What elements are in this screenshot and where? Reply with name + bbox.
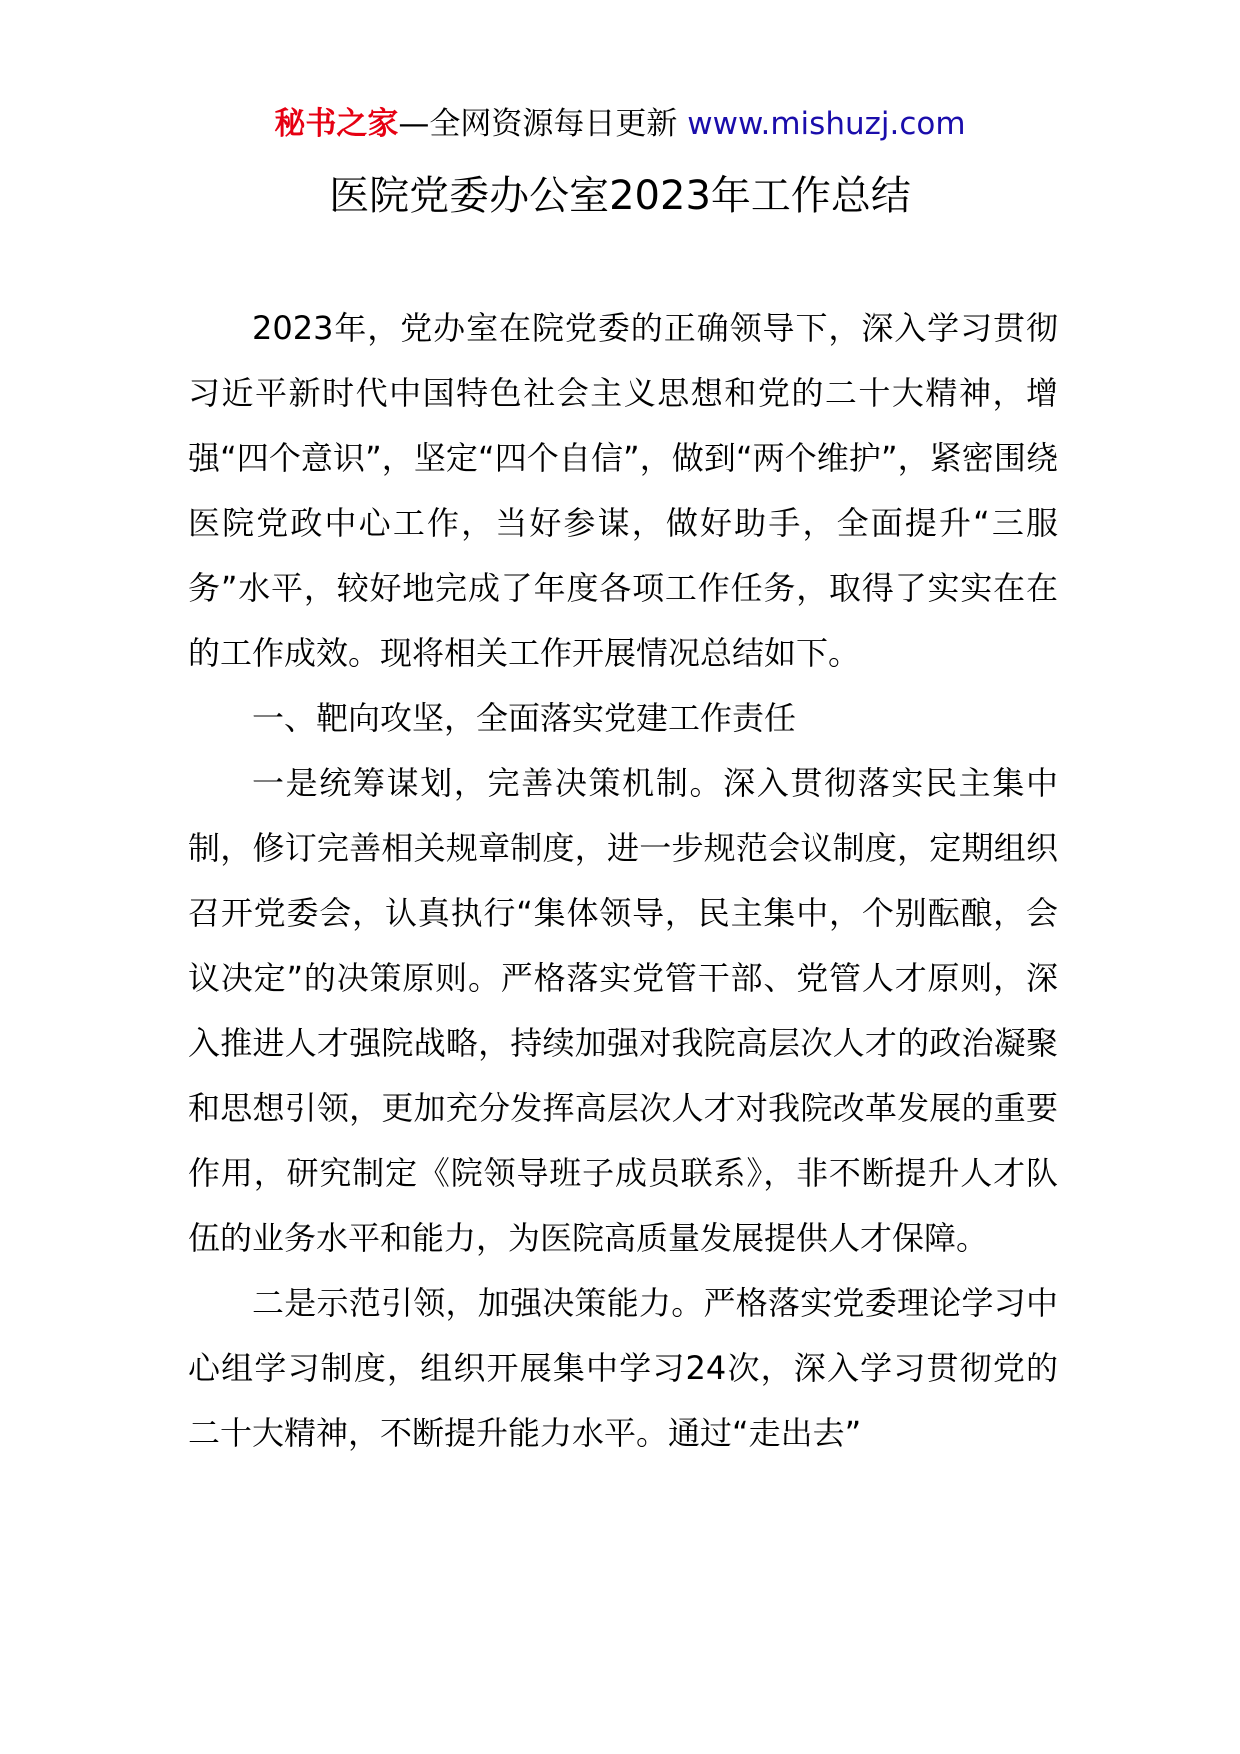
site-slogan: —全网资源每日更新 <box>398 106 678 142</box>
document-body <box>188 296 1058 1466</box>
site-url-link[interactable]: www.mishuzj.com <box>687 106 966 142</box>
site-header <box>0 104 1240 144</box>
section-heading: 一、靶向攻坚，全面落实党建工作责任 <box>252 699 797 737</box>
intro-paragraph: 2023年，党办室在院党委的正确领导下，深入学习贯彻习近平新时代中国特色社会主义思想和党的二十大精神，增强“四个意识”，坚定“四个自信”，做到“两个维护”，紧密围绕医院党政中心工作，当好参谋，做好助手，全面提升“三服务”水平，较好地完成了年度各项工作任务，取得了实实在在的工作成效。现将相关工作开展情况总结如下。 <box>188 309 1058 672</box>
body-paragraph: 一是统筹谋划，完善决策机制。深入贯彻落实民主集中制，修订完善相关规章制度，进一步规范会议制度，定期组织召开党委会，认真执行“集体领导，民主集中，个别酝酿，会议决定”的决策原则。严格落实党管干部、党管人才原则，深入推进人才强院战略，持续加强对我院高层次人才的政治凝聚和思想引领，更加充分发挥高层次人才对我院改革发展的重要作用，研究制定《院领导班子成员联系》，非不断提升人才队伍的业务水平和能力，为医院高质量发展提供人才保障。 <box>188 764 1058 1257</box>
body-paragraph: 二是示范引领，加强决策能力。严格落实党委理论学习中心组学习制度，组织开展集中学习24次，深入学习贯彻党的二十大精神，不断提升能力水平。通过“走出去” <box>188 1284 1058 1452</box>
document-title: 医院党委办公室2023年工作总结 <box>329 173 911 219</box>
site-brand: 秘书之家 <box>274 106 399 142</box>
